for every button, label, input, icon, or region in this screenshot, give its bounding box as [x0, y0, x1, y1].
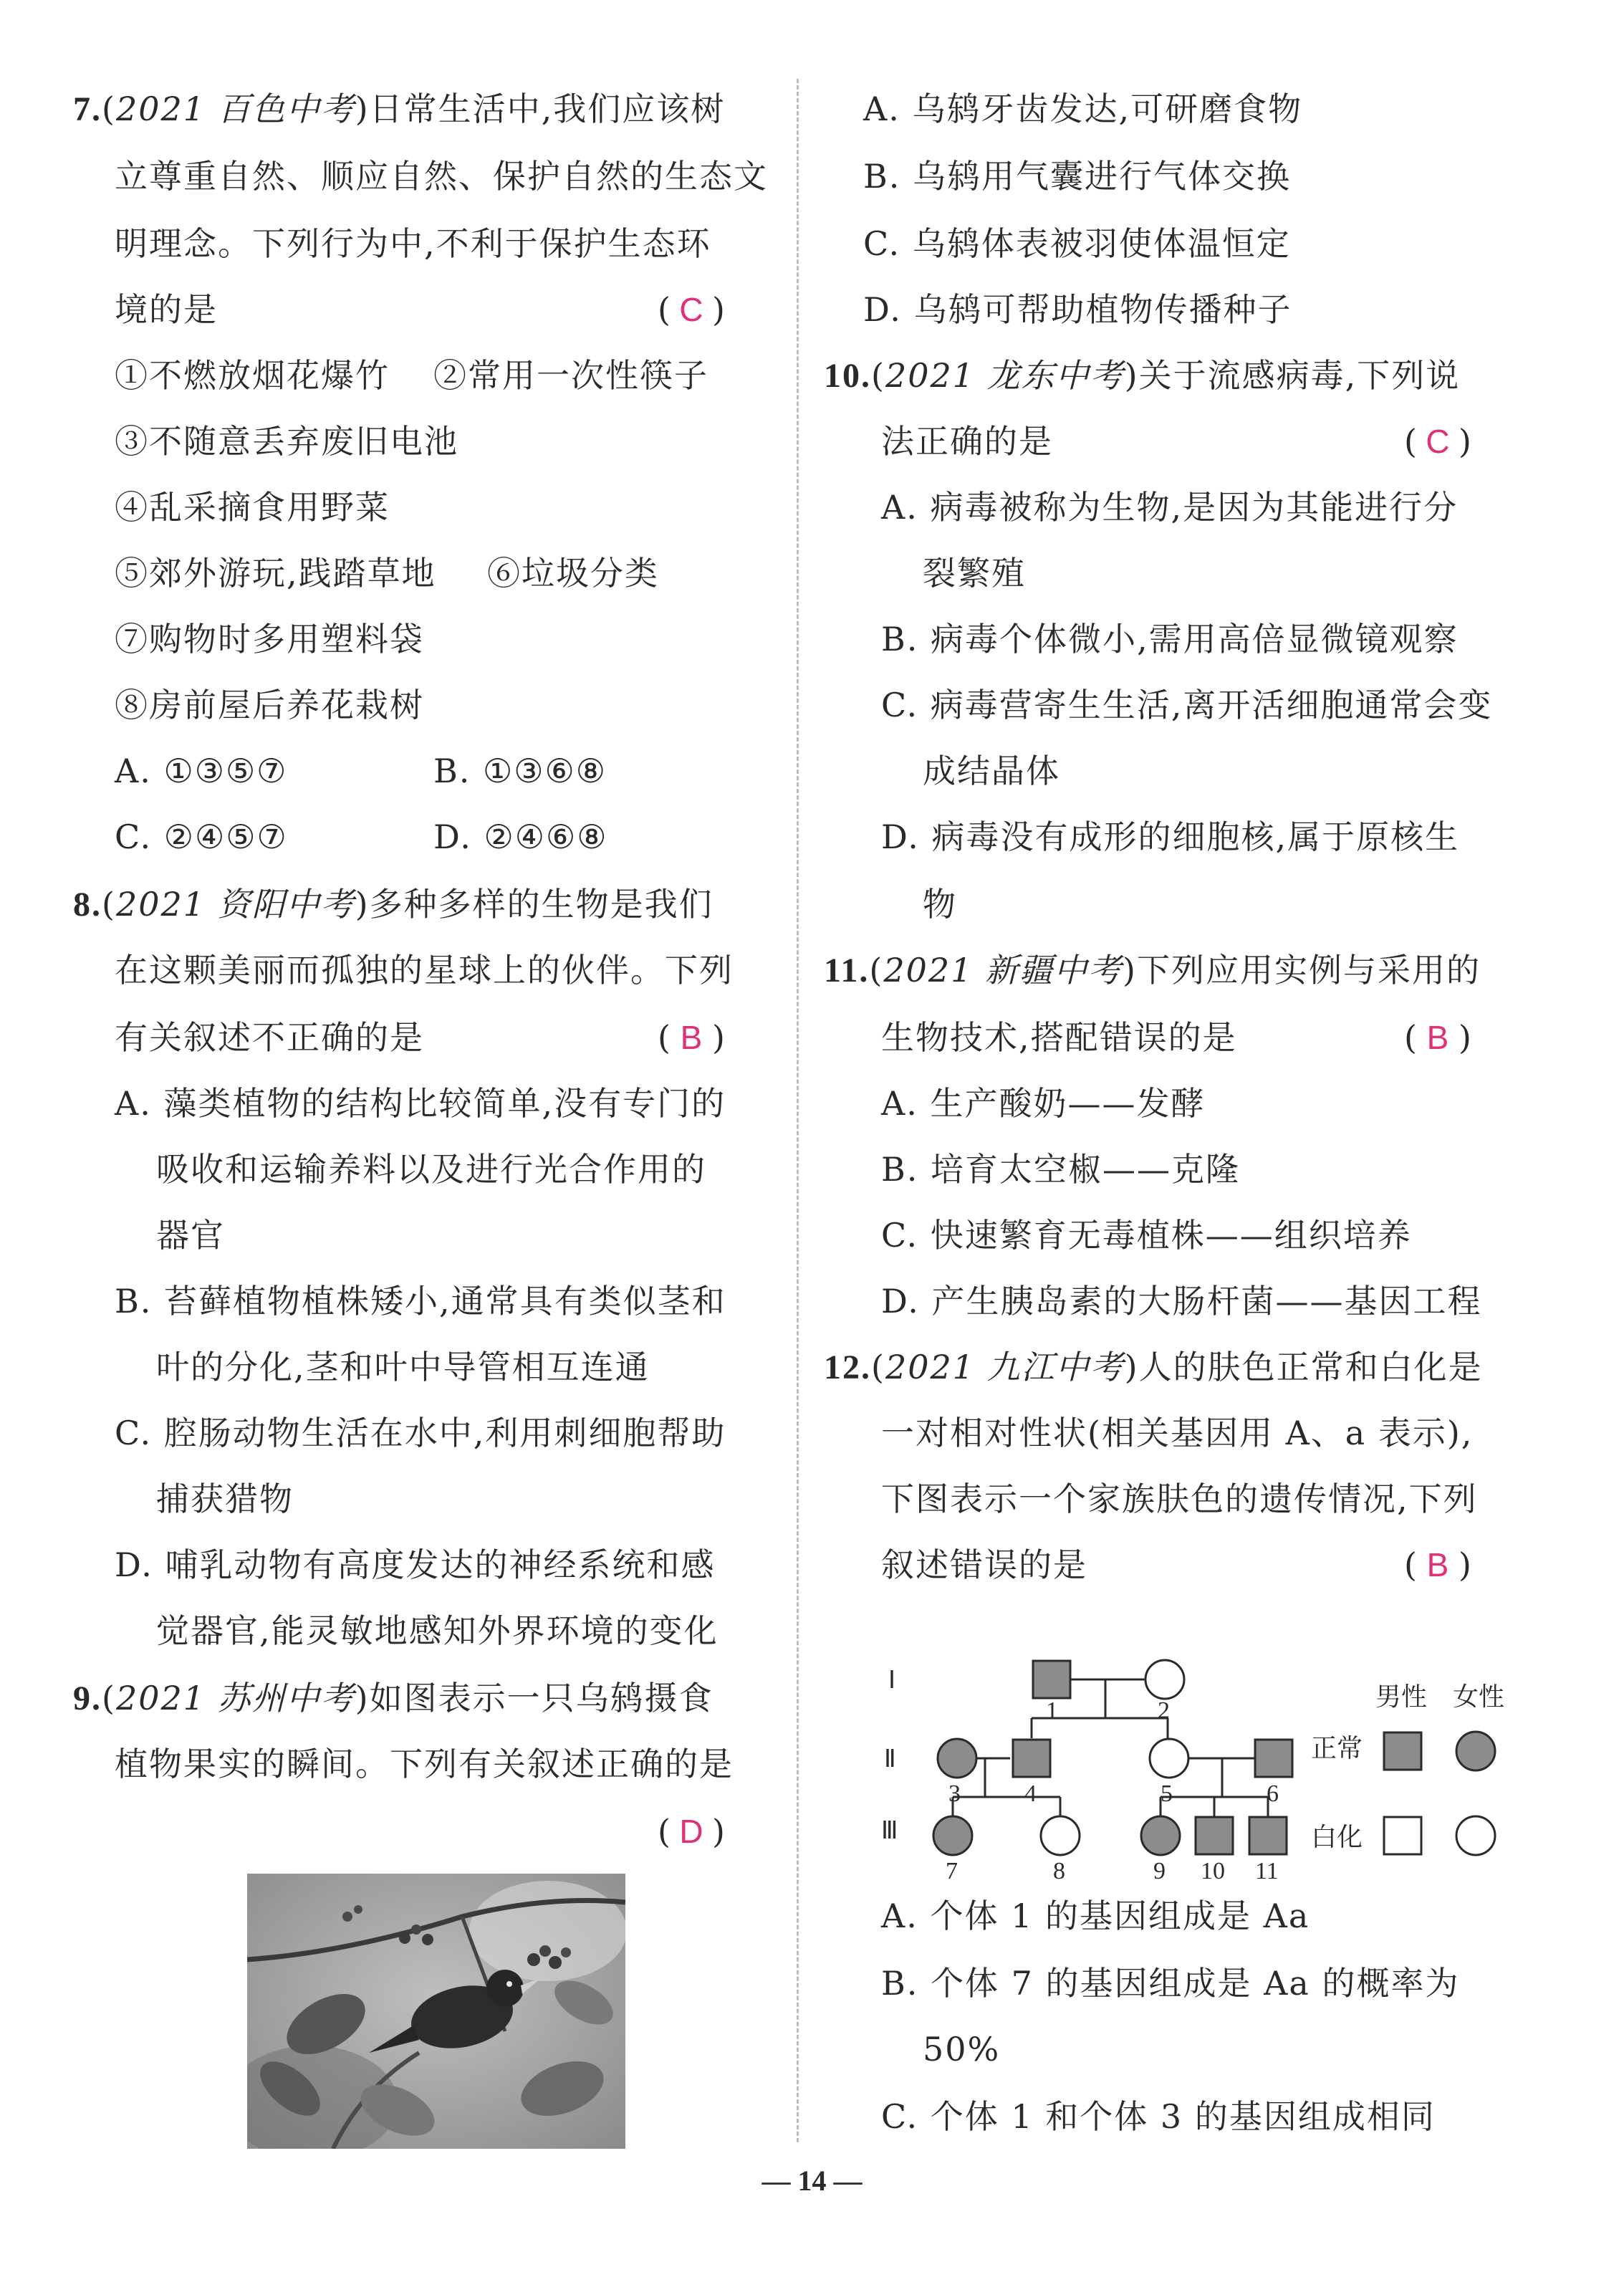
q7-item-6: ⑥垃圾分类 — [487, 554, 659, 593]
q11-number: 11 — [824, 952, 860, 989]
q8-option-a-line-2: 吸收和运输养料以及进行光合作用的 — [156, 1150, 706, 1189]
q12-stem-line-4: 叙述错误的是 — [881, 1545, 1087, 1584]
individual-9-female-normal — [1141, 1816, 1180, 1855]
q8-stem-line-3: 有关叙述不正确的是 — [115, 1018, 424, 1057]
label-6: 6 — [1267, 1780, 1279, 1807]
label-5: 5 — [1161, 1780, 1173, 1807]
q9-stem-line-2: 植物果实的瞬间。下列有关叙述正确的是 — [115, 1745, 734, 1783]
gen-label-3: Ⅲ — [881, 1818, 898, 1844]
individual-5-female-albino — [1150, 1739, 1188, 1778]
q8-option-d-line-2: 觉器官,能灵敏地感知外界环境的变化 — [156, 1611, 719, 1650]
q11-source: 2021 新疆中考 — [883, 951, 1123, 989]
q7-answer-bracket: ( C ) — [658, 288, 725, 331]
q10-stem-line-2: 法正确的是 — [881, 422, 1053, 461]
q8-stem-line-2: 在这颗美丽而孤独的星球上的伙伴。下列 — [115, 951, 734, 989]
individual-2-female-albino — [1145, 1660, 1184, 1699]
q10-option-c-line-2: 成结晶体 — [923, 752, 1060, 790]
q12-number: 12 — [824, 1348, 861, 1386]
q12-option-a: A. 个体 1 的基因组成是 Aa — [881, 1897, 1310, 1935]
q11-answer: B — [1426, 1019, 1449, 1056]
gen-label-1: Ⅰ — [888, 1667, 896, 1694]
q7-stem-line-3: 明理念。下列行为中,不利于保护生态环 — [115, 224, 711, 263]
individual-6-male-normal — [1255, 1740, 1292, 1777]
legend-female: 女性 — [1453, 1682, 1505, 1711]
q10-stem-line-1: 10.(2021 龙东中考)关于流感病毒,下列说 — [824, 356, 1461, 395]
q9-option-a: A. 乌鸫牙齿发达,可研磨食物 — [863, 90, 1303, 128]
q7-item-3: ③不随意丢弃废旧电池 — [115, 422, 458, 461]
q9-option-c: C. 乌鸫体表被羽使体温恒定 — [863, 224, 1291, 263]
q11-option-b: B. 培育太空椒——克隆 — [881, 1150, 1241, 1189]
q10-answer: C — [1426, 423, 1450, 460]
q11-stem-line-1: 11.(2021 新疆中考)下列应用实例与采用的 — [824, 951, 1481, 989]
q8-answer: B — [680, 1019, 703, 1056]
q9-stem-line-1: 9.(2021 苏州中考)如图表示一只乌鸫摄食 — [73, 1679, 713, 1717]
q11-option-c: C. 快速繁育无毒植株——组织培养 — [881, 1216, 1412, 1255]
page-number: — 14 — — [761, 2165, 863, 2197]
q8-option-b-line-1: B. 苔藓植物植株矮小,通常具有类似茎和 — [115, 1282, 726, 1320]
q10-option-b: B. 病毒个体微小,需用高倍显微镜观察 — [881, 620, 1459, 658]
individual-8-female-albino — [1041, 1816, 1080, 1855]
column-divider — [797, 79, 799, 2142]
pedigree-diagram — [874, 1648, 1562, 1884]
legend-male: 男性 — [1375, 1682, 1428, 1711]
legend-female-normal-icon — [1456, 1732, 1495, 1770]
q8-option-b-line-2: 叶的分化,茎和叶中导管相互连通 — [156, 1348, 650, 1386]
individual-11-male-normal — [1249, 1817, 1287, 1854]
q7-option-a: A. ①③⑤⑦ — [115, 752, 288, 790]
q10-number: 10 — [824, 357, 861, 395]
q7-option-c: C. ②④⑤⑦ — [115, 818, 288, 856]
q7-item-7: ⑦购物时多用塑料袋 — [115, 620, 424, 658]
individual-3-female-normal — [938, 1739, 976, 1778]
q7-item-4: ④乱采摘食用野菜 — [115, 488, 390, 527]
q8-option-a-line-3: 器官 — [156, 1216, 225, 1255]
individual-4-male-normal — [1013, 1740, 1050, 1777]
q8-option-d-line-1: D. 哺乳动物有高度发达的神经系统和感 — [115, 1545, 716, 1584]
individual-10-male-normal — [1196, 1817, 1233, 1854]
q9-number: 9 — [73, 1679, 92, 1717]
q8-option-c-line-1: C. 腔肠动物生活在水中,利用刺细胞帮助 — [115, 1414, 726, 1452]
individual-1-male-normal — [1033, 1661, 1070, 1698]
legend-albino: 白化 — [1311, 1823, 1363, 1851]
q7-option-d: D. ②④⑥⑧ — [433, 818, 608, 856]
q10-option-d-line-1: D. 病毒没有成形的细胞核,属于原核生 — [881, 818, 1460, 856]
q8-number: 8 — [73, 886, 92, 924]
legend-male-albino-icon — [1384, 1817, 1421, 1854]
q11-answer-bracket: ( B ) — [1404, 1016, 1471, 1059]
q12-option-c: C. 个体 1 和个体 3 的基因组成相同 — [881, 2097, 1436, 2136]
label-4: 4 — [1024, 1780, 1037, 1807]
blackbird-photo — [247, 1874, 625, 2149]
q9-answer-bracket: ( D ) — [658, 1810, 725, 1853]
q12-option-b-line-2: 50% — [923, 2030, 1001, 2069]
q11-stem-line-2: 生物技术,搭配错误的是 — [881, 1018, 1237, 1057]
q7-stem-line-2: 立尊重自然、顺应自然、保护自然的生态文 — [115, 157, 768, 196]
q7-item-1: ①不燃放烟花爆竹 — [115, 356, 390, 395]
label-9: 9 — [1153, 1858, 1166, 1884]
q7-stem-line-4: 境的是 — [115, 290, 218, 329]
q10-source: 2021 龙东中考 — [885, 356, 1125, 395]
q8-answer-bracket: ( B ) — [658, 1016, 725, 1059]
legend-female-albino-icon — [1456, 1816, 1495, 1855]
q7-item-8: ⑧房前屋后养花栽树 — [115, 686, 424, 724]
q11-option-d: D. 产生胰岛素的大肠杆菌——基因工程 — [881, 1282, 1482, 1320]
legend-male-normal-icon — [1384, 1732, 1421, 1770]
label-7: 7 — [946, 1858, 958, 1884]
q12-stem-line-1: 12.(2021 九江中考)人的肤色正常和白化是 — [824, 1348, 1483, 1386]
q10-option-c-line-1: C. 病毒营寄生生活,离开活细胞通常会变 — [881, 686, 1493, 724]
label-2: 2 — [1158, 1697, 1170, 1724]
label-3: 3 — [948, 1780, 961, 1807]
q10-option-a-line-1: A. 病毒被称为生物,是因为其能进行分 — [881, 488, 1459, 527]
label-11: 11 — [1255, 1858, 1279, 1884]
q9-answer: D — [679, 1813, 703, 1850]
legend-normal: 正常 — [1311, 1734, 1363, 1763]
q12-source: 2021 九江中考 — [885, 1348, 1125, 1386]
q9-source: 2021 苏州中考 — [115, 1679, 355, 1717]
q10-answer-bracket: ( C ) — [1404, 420, 1471, 463]
q7-stem-line-1: 7.(2021 百色中考)日常生活中,我们应该树 — [73, 90, 726, 128]
q9-option-d: D. 乌鸫可帮助植物传播种子 — [863, 290, 1292, 329]
label-1: 1 — [1046, 1697, 1058, 1724]
individual-7-female-normal — [933, 1816, 972, 1855]
q10-option-a-line-2: 裂繁殖 — [923, 554, 1026, 593]
q7-item-2: ②常用一次性筷子 — [433, 356, 708, 395]
label-8: 8 — [1053, 1858, 1065, 1884]
q7-option-b: B. ①③⑥⑧ — [433, 752, 607, 790]
q10-option-d-line-2: 物 — [923, 885, 957, 924]
q8-source: 2021 资阳中考 — [115, 885, 355, 924]
q12-option-b-line-1: B. 个体 7 的基因组成是 Aa 的概率为 — [881, 1964, 1460, 2003]
q8-option-a-line-1: A. 藻类植物的结构比较简单,没有专门的 — [115, 1084, 726, 1123]
q7-number: 7 — [73, 90, 92, 128]
q8-option-c-line-2: 捕获猎物 — [156, 1480, 294, 1518]
q9-option-b: B. 乌鸫用气囊进行气体交换 — [863, 157, 1292, 196]
q12-stem-line-3: 下图表示一个家族肤色的遗传情况,下列 — [881, 1480, 1478, 1518]
q7-item-5: ⑤郊外游玩,践踏草地 — [115, 554, 436, 593]
q7-answer: C — [679, 291, 703, 328]
q7-source: 2021 百色中考 — [115, 90, 355, 128]
q8-stem-line-1: 8.(2021 资阳中考)多种多样的生物是我们 — [73, 885, 713, 924]
q11-option-a: A. 生产酸奶——发酵 — [881, 1084, 1206, 1123]
gen-label-2: Ⅱ — [884, 1746, 896, 1773]
q12-answer-bracket: ( B ) — [1404, 1543, 1471, 1586]
q12-stem-line-2: 一对相对性状(相关基因用 A、a 表示), — [881, 1414, 1474, 1452]
label-10: 10 — [1201, 1858, 1225, 1884]
q12-answer: B — [1426, 1546, 1449, 1583]
